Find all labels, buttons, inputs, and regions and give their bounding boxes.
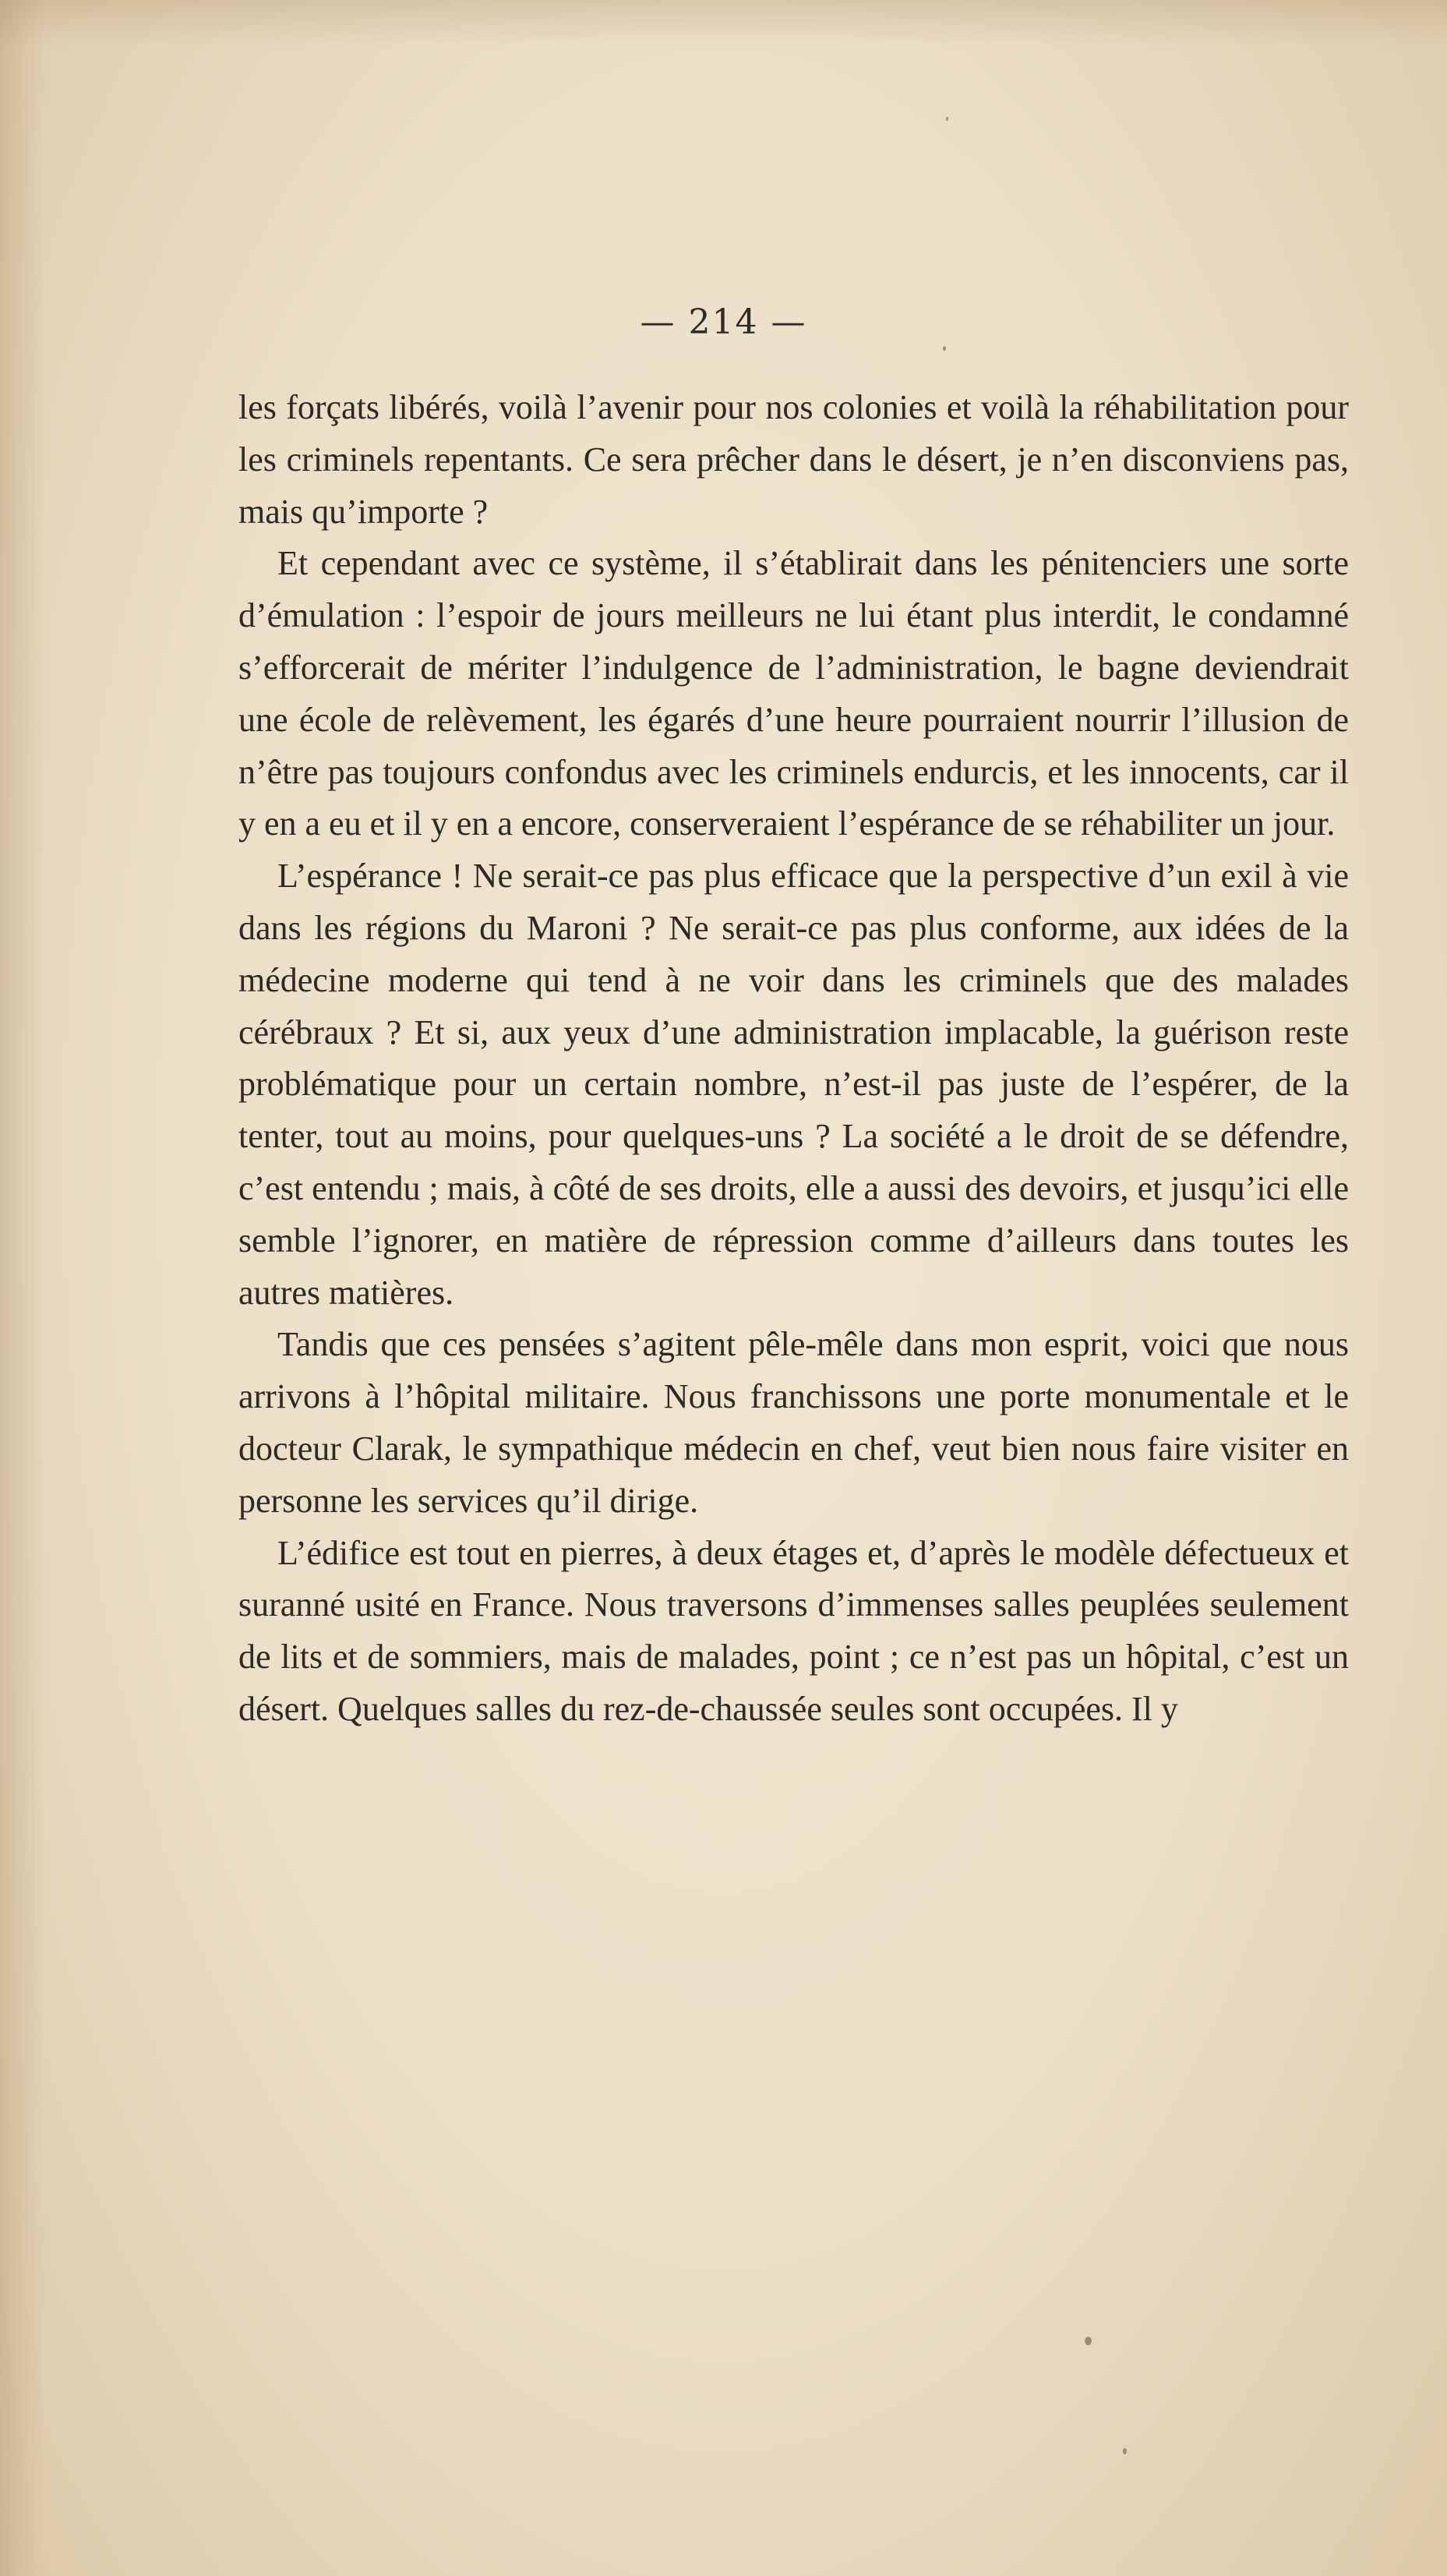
page-edge-shadow <box>0 0 47 2576</box>
paragraph-continuation: les forçats libérés, voilà l’avenir pour nos colonies et voilà la réhabilitation pour les criminels repentants. Ce sera prêcher dans le désert, je n’en disconviens pas, mais qu’importe ? <box>238 388 1349 531</box>
page-number: — 214 — <box>640 302 807 342</box>
paper-speck <box>1085 2337 1092 2345</box>
paragraph: L’édifice est tout en pierres, à deux étages et, d’après le modèle défectueux et suranné usité en France. Nous traversons d’immenses salles peuplées seulement de lits et de sommiers, mais de malades, point ; ce n’est pas un hôpital, c’est un désert. Quelques salles du rez-de-chaussée seules sont occupées. Il y <box>238 1533 1349 1728</box>
paragraph: L’espérance ! Ne serait-ce pas plus efficace que la perspective d’un exil à vie dans les régions du Maroni ? Ne serait-ce pas plus conforme, aux idées de la médecine moderne qui tend à ne voir dans les criminels que des malades cérébraux ? Et si, aux yeux d’une administration implacable, la guérison reste problématique pour un certain nombre, n’est-il pas juste de l’espérer, de la tenter, tout au moins, pour quelques-uns ? La société a le droit de se défendre, c’est entendu ; mais, à côté de ses droits, elle a aussi des devoirs, et jusqu’ici elle semble l’ignorer, en matière de répression comme d’ailleurs dans toutes les autres matières. <box>238 857 1349 1312</box>
paper-speck <box>946 117 948 121</box>
paragraph: Tandis que ces pensées s’agitent pêle-mêle dans mon esprit, voici que nous arrivons à l’hôpital militaire. Nous franchissons une porte monumentale et le docteur Clarak, le sympathique médecin en chef, veut bien nous faire visiter en personne les services qu’il dirige. <box>238 1325 1349 1520</box>
body-text <box>238 382 1349 1736</box>
page-top-shadow <box>0 0 1447 47</box>
paper-speck <box>943 346 946 351</box>
paragraph: Et cependant avec ce système, il s’établirait dans les pénitenciers une sorte d’émulation : l’espoir de jours meilleurs ne lui étant plus interdit, le condamné s’efforcerait de mériter l’indulgence de l’administration, le bagne deviendrait une école de relèvement, les égarés d’une heure pourraient nourrir l’illusion de n’être pas toujours confondus avec les criminels endurcis, et les innocents, car il y en a eu et il y en a encore, conserveraient l’espérance de se réhabiliter un jour. <box>238 544 1349 843</box>
paper-speck <box>1123 2448 1127 2454</box>
